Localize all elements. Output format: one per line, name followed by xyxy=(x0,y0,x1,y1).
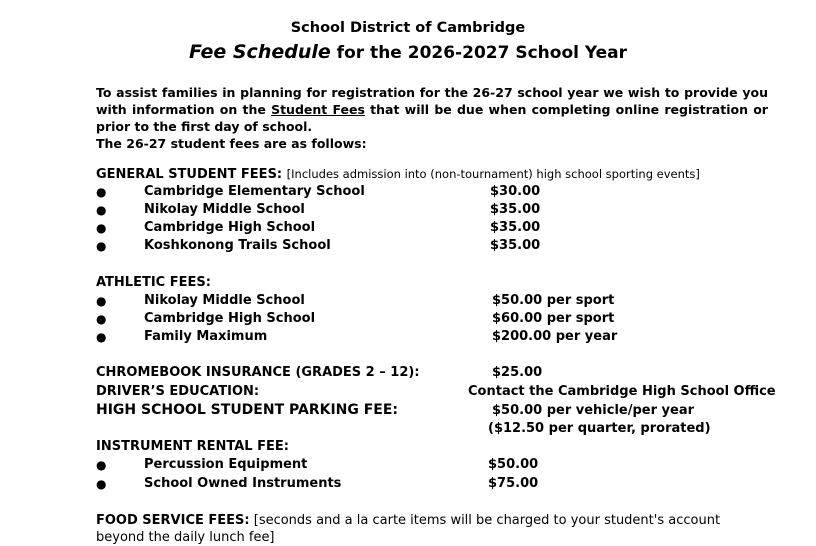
athletic-item-name: Cambridge High School xyxy=(144,311,316,326)
bullet-icon: ● xyxy=(96,477,107,491)
intro-text-2: that will be due when completing online registration or prior to the first day of school. xyxy=(96,102,768,134)
general-item-fee: $35.00 xyxy=(490,202,541,217)
chromebook-label: CHROMEBOOK INSURANCE (GRADES 2 – 12): xyxy=(96,365,420,380)
general-heading-label: GENERAL STUDENT FEES: xyxy=(96,167,283,182)
bullet-icon: ● xyxy=(96,312,107,326)
bullet-icon: ● xyxy=(96,239,107,253)
page-title xyxy=(0,41,816,63)
bullet-icon: ● xyxy=(96,185,107,199)
athletic-item-fee: $200.00 per year xyxy=(492,329,618,344)
general-item-fee: $35.00 xyxy=(490,238,541,253)
student-fees-link[interactable]: Student Fees xyxy=(271,102,365,117)
bullet-icon: ● xyxy=(96,458,107,472)
food-service-section xyxy=(96,512,736,546)
general-item-fee: $30.00 xyxy=(490,184,541,199)
instrument-fee-heading: INSTRUMENT RENTAL FEE: xyxy=(96,439,289,454)
title-italic: Fee Schedule xyxy=(188,41,331,63)
instrument-item-fee: $50.00 xyxy=(488,457,539,472)
athletic-fees-heading: ATHLETIC FEES: xyxy=(96,275,211,290)
instrument-item-fee: $75.00 xyxy=(488,476,539,491)
general-item-name: Koshkonong Trails School xyxy=(144,238,331,253)
district-name: School District of Cambridge xyxy=(290,20,526,36)
food-service-heading: FOOD SERVICE FEES: xyxy=(96,513,250,528)
general-fees-heading xyxy=(96,167,700,182)
bullet-icon: ● xyxy=(96,221,107,235)
drivers-ed-label: DRIVER’S EDUCATION: xyxy=(96,384,260,399)
instrument-item-name: School Owned Instruments xyxy=(144,476,342,491)
intro-paragraph xyxy=(96,84,768,152)
athletic-item-fee: $60.00 per sport xyxy=(492,311,615,326)
general-item-fee: $35.00 xyxy=(490,220,541,235)
drivers-ed-fee: Contact the Cambridge High School Office xyxy=(468,384,776,399)
chromebook-fee: $25.00 xyxy=(492,365,543,380)
bullet-icon: ● xyxy=(96,330,107,344)
title-rest: for the 2026-2027 School Year xyxy=(330,43,628,63)
intro-text-1: To assist families in planning for registration for the 26-27 school year we wish to provide you with information on the xyxy=(96,85,768,117)
athletic-item-fee: $50.00 per sport xyxy=(492,293,615,308)
general-fees-note: [Includes admission into (non-tournament) high school sporting events] xyxy=(286,167,700,181)
parking-fee-prorated: ($12.50 per quarter, prorated) xyxy=(488,421,711,436)
athletic-item-name: Family Maximum xyxy=(144,329,268,344)
general-item-name: Cambridge High School xyxy=(144,220,316,235)
instrument-item-name: Percussion Equipment xyxy=(144,457,308,472)
parking-label: HIGH SCHOOL STUDENT PARKING FEE: xyxy=(96,402,399,418)
intro-line-2: The 26-27 student fees are as follows: xyxy=(96,136,367,151)
parking-fee: $50.00 per vehicle/per year xyxy=(492,403,695,418)
general-item-name: Nikolay Middle School xyxy=(144,202,305,217)
general-item-name: Cambridge Elementary School xyxy=(144,184,365,199)
athletic-item-name: Nikolay Middle School xyxy=(144,293,305,308)
bullet-icon: ● xyxy=(96,294,107,308)
food-service-note: [seconds and a la carte items will be charged to your student's account beyond the daily lunch fee] xyxy=(96,513,721,545)
bullet-icon: ● xyxy=(96,203,107,217)
